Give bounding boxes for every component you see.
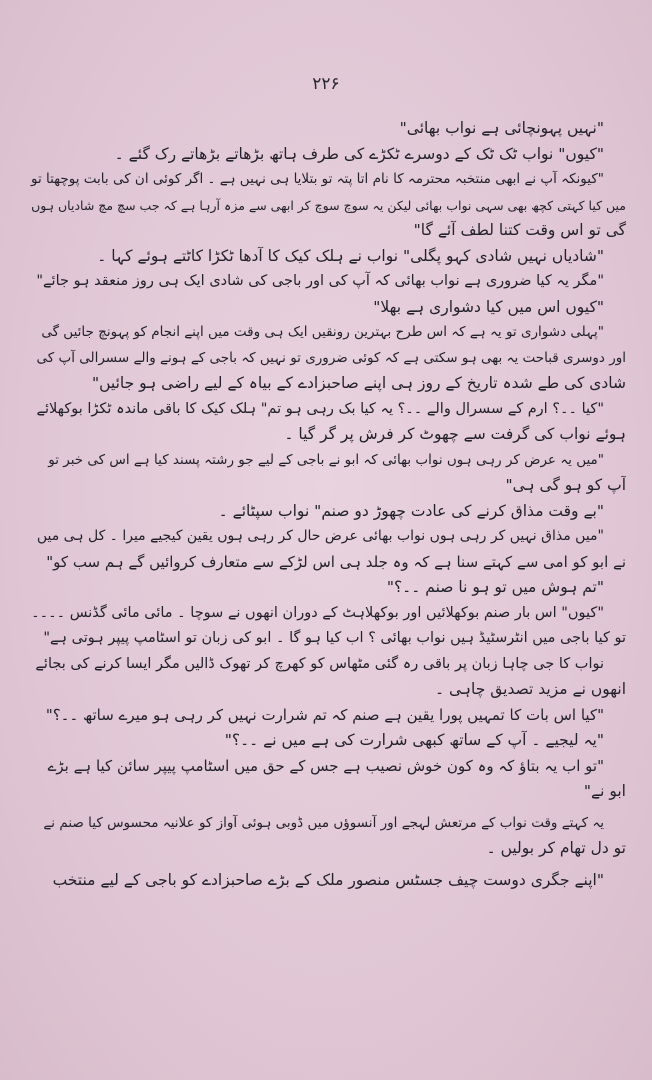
text-line: تو دل تھام کر بولیں ۔ — [486, 839, 626, 857]
text-line: "شادیاں نہیں شادی کہو پگلی" نواب نے ہلک کیک کا آدھا ٹکڑا کاٹتے ہوئے کہا ۔ — [97, 246, 604, 265]
text-line: "مگر یہ کیا ضروری ہے نواب بھائی کہ آپ کی اور باجی کی شادی ایک ہی روز منعقد ہو جائے" — [36, 273, 604, 289]
text-line: "کیا اس بات کا تمہیں پورا یقین ہے صنم کہ تم شرارت نہیں کر رہی ہو میرے ساتھ ۔۔؟" — [45, 705, 604, 724]
text-line: "تو اب یہ بتاؤ کہ وہ کون خوش نصیب ہے جس کے حق میں اسٹامپ پیپر سائن کیا ہے بڑے — [47, 756, 604, 775]
text-line: "تم ہوش میں تو ہو نا صنم ۔۔؟" — [386, 578, 604, 596]
text-line: "کیوں" نواب ٹک ٹک کے دوسرے ٹکڑے کی طرف ہاتھ بڑھاتے بڑھاتے رک گئے ۔ — [114, 144, 604, 163]
text-line: اور دوسری قباحت یہ بھی ہو سکتی ہے کہ کوئی ضروری تو نہیں کہ باجی کے ہونے والے سسرالی آپ کی — [36, 349, 626, 366]
text-line: شادی کی طے شدہ تاریخ کے روز ہی اپنے صاحبزادے کے بیاہ کے لیے راضی ہو جائیں" — [91, 374, 626, 392]
text-line: نواب کا جی چاہا زبان پر باقی رہ گئی مٹھاس کو کھرچ کر تھوک ڈالیں مگر ایسا کرنے کی بجائے — [35, 655, 604, 672]
text-line: "پہلی دشواری تو یہ ہے کہ اس طرح بہترین رونقیں ایک ہی وقت میں اپنے انجام کو پہونچ جائیں گی — [41, 324, 604, 340]
text-line: ہوئے نواب کی گرفت سے چھوٹ کر فرش پر گر گیا ۔ — [284, 425, 626, 443]
text-line: نے ابو کو امی سے کہتے سنا ہے کہ وہ جلد ہی اس لڑکے سے متعارف کروائیں گے ہم سب کو" — [46, 552, 626, 571]
text-line: یہ کہتے وقت نواب کے مرتعش لہجے اور آنسوؤں میں ڈوبی ہوئی آواز کو علانیہ محسوس کیا صنم نے — [43, 814, 604, 831]
text-line: "میں یہ عرض کر رہی ہوں نواب بھائی کہ ابو نے باجی کے لیے جو رشتہ پسند کیا ہے اس کی خبر تو — [48, 451, 604, 468]
text-line: "کیوں اس میں کیا دشواری ہے بھلا" — [373, 297, 604, 316]
page-number: ۲۲۶ — [312, 74, 340, 94]
text-line: گی تو اس وقت کتنا لطف آئے گا" — [413, 221, 626, 239]
text-line: میں کیا کہتی کچھ بھی سہی نواب بھائی لیکن یہ سوچ سوچ کر ابھی سے مزہ آرہا ہے کہ جب سچ مچ شادیاں ہوں — [31, 197, 626, 213]
text-line: آپ کو ہو گی ہی" — [505, 476, 626, 494]
text-line: "اپنے جگری دوست چیف جسٹس منصور ملک کے بڑے صاحبزادے کو باجی کے لیے منتخب — [52, 870, 604, 889]
text-line: "یہ لیجیے ۔ آپ کے ساتھ کبھی شرارت کی ہے میں نے ۔۔؟" — [224, 731, 604, 749]
text-line: "نہیں پہونچائی ہے نواب بھائی" — [399, 119, 604, 137]
text-line: "کیوں" اس بار صنم بوکھلائیں اور بوکھلاہٹ کے دوران انھوں نے سوچا ۔ مائی مائی گڈنس ۔۔۔۔ — [31, 604, 604, 621]
text-line: انھوں نے مزید تصدیق چاہی ۔ — [434, 680, 626, 698]
text-line: "بے وقت مذاق کرنے کی عادت چھوڑ دو صنم" نواب سپٹائے ۔ — [218, 501, 604, 520]
text-line: "کیونکہ آپ نے ابھی منتخبہ محترمہ کا نام اتا پتہ تو بتلایا ہی نہیں ہے ۔ اگر کوئی ان کی بابت پوچھتا تو — [30, 171, 604, 187]
text-line: ابو نے" — [583, 782, 626, 800]
text-line: "میں مذاق نہیں کر رہی ہوں نواب بھائی عرض حال کر رہی ہوں یقین کیجیے میرا ۔ کل ہی میں — [36, 528, 604, 544]
body-text — [30, 116, 626, 893]
text-line: "کیا ۔۔؟ ارم کے سسرال والے ۔۔؟ یہ کیا بک رہی ہو تم" ہلک کیک کا باقی ماندہ ٹکڑا بوکھلائے — [36, 400, 604, 417]
text-line: تو کیا باجی میں انٹرسٹیڈ ہیں نواب بھائی ؟ اب کیا ہو گا ۔ ابو کی زبان تو اسٹامپ پیپر ہوتی ہے" — [43, 630, 626, 646]
